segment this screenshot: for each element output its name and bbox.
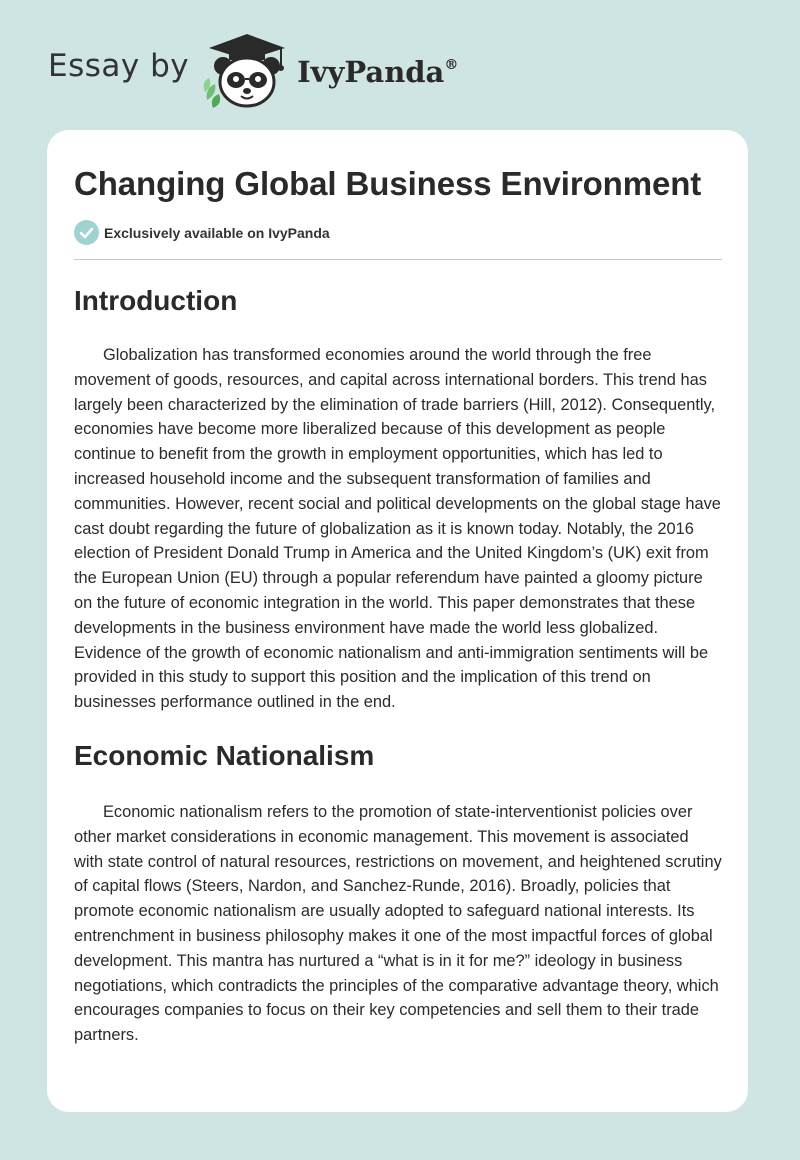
registered-mark: ® xyxy=(444,57,459,73)
panda-graduate-logo-icon[interactable] xyxy=(201,30,293,110)
essay-by-text: Essay by xyxy=(48,48,190,84)
article-card xyxy=(47,130,748,1112)
page-title: Changing Global Business Environment xyxy=(74,165,702,202)
section-heading-economic-nationalism: Economic Nationalism xyxy=(74,739,375,771)
title-divider xyxy=(74,259,722,260)
introduction-paragraph: Globalization has transformed economies around the world through the free movement of goods, resources, and capital across international borders. This trend has largely been characterized by the elimination of trade barriers (Hill, 2012). Consequently, economies have become more liberalized because of this development as people continue to benefit from the growth in employment opportunities, which has led to increased household income and the subsequent transformation of families and communities. However, recent social and political developments on the global stage have cast doubt regarding the future of globalization as it is known today. Notably, the 2016 election of President Donald Trump in America and the United Kingdom’s (UK) exit from the European Union (EU) through a popular referendum have painted a gloomy picture on the future of economic integration in the world. This paper demonstrates that these developments in the business environment have made the world less globalized. Evidence of the growth of economic nationalism and anti-immigration sentiments will be provided in this study to support this position and the implication of this trend on businesses performance outlined in the end. xyxy=(74,346,721,712)
site-header xyxy=(48,30,548,110)
brand-name[interactable] xyxy=(297,55,458,89)
check-circle-icon xyxy=(74,220,99,245)
exclusive-badge xyxy=(74,220,722,245)
section-heading-introduction: Introduction xyxy=(74,285,238,316)
economic-nationalism-paragraph: Economic nationalism refers to the promotion of state-interventionist policies over other market considerations in economic management. This movement is associated with state control of natural resources, restrictions on movement, and heightened scrutiny of capital flows (Steers, Nardon, and Sanchez-Runde, 2016). Broadly, policies that promote economic nationalism are usually adopted to safeguard national interests. Its entrenchment in business philosophy makes it one of the most impactful forces of global development. This mantra has nurtured a “what is in it for me?” ideology in business negotiations, which contradicts the principles of the comparative advantage theory, which encourages companies to focus on their key competencies and sell them to their trade partners. xyxy=(74,802,722,1045)
brand-text: IvyPanda xyxy=(297,55,445,89)
exclusive-badge-text: Exclusively available on IvyPanda xyxy=(104,224,330,241)
